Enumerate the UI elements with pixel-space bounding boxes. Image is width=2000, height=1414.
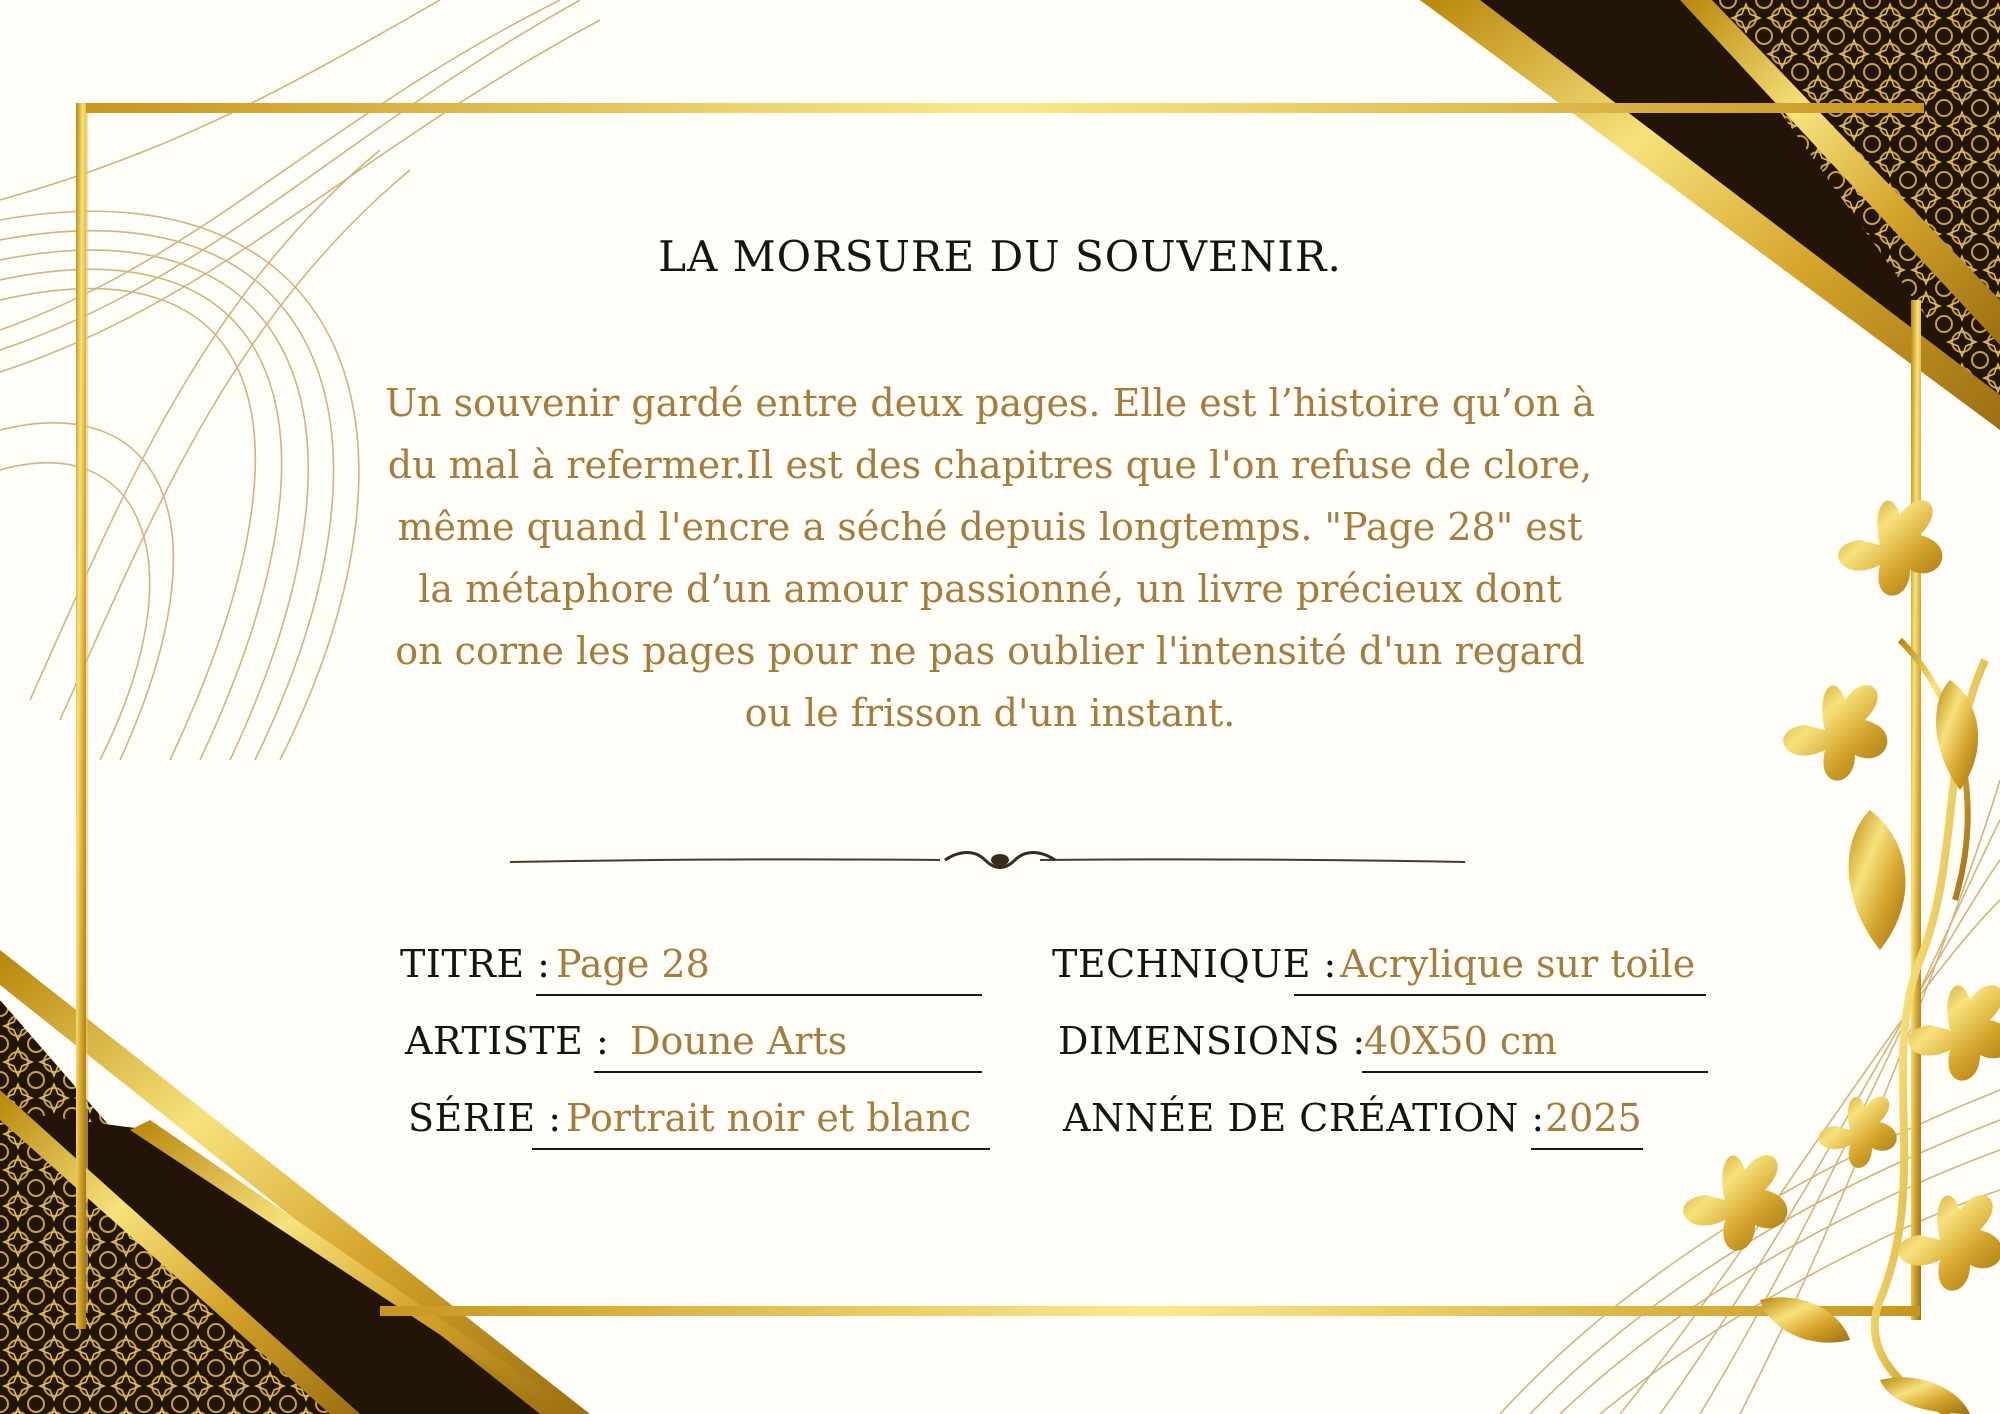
field-label: ARTISTE : bbox=[405, 1019, 610, 1063]
field-label: SÉRIE : bbox=[408, 1096, 562, 1140]
field-titre bbox=[400, 942, 1000, 992]
field-label: DIMENSIONS : bbox=[1058, 1019, 1366, 1063]
field-value: 40X50 cm bbox=[1364, 1019, 1558, 1063]
flower-icon bbox=[1683, 1155, 1787, 1250]
field-serie bbox=[408, 1096, 1008, 1146]
field-label: TITRE : bbox=[400, 942, 551, 986]
field-value: Doune Arts bbox=[630, 1019, 848, 1063]
description-line: même quand l'encre a séché depuis longtemps. "Page 28" est bbox=[397, 505, 1583, 549]
field-underline bbox=[536, 994, 982, 996]
field-label: TECHNIQUE : bbox=[1052, 942, 1337, 986]
description-line: Un souvenir gardé entre deux pages. Elle est l’histoire qu’on à bbox=[385, 381, 1595, 425]
field-technique bbox=[1052, 942, 1712, 992]
description-line: du mal à refermer.Il est des chapitres que l'on refuse de clore, bbox=[387, 443, 1593, 487]
field-artiste bbox=[405, 1019, 1005, 1069]
field-dimensions bbox=[1058, 1019, 1718, 1069]
artwork-description bbox=[340, 372, 1640, 744]
field-annee bbox=[1063, 1096, 1663, 1146]
field-underline bbox=[532, 1148, 990, 1150]
description-line: la métaphore d’un amour passionné, un livre précieux dont bbox=[418, 567, 1562, 611]
field-label: ANNÉE DE CRÉATION : bbox=[1063, 1096, 1545, 1140]
field-underline bbox=[1362, 1071, 1708, 1073]
flower-vine-decoration bbox=[1683, 500, 2000, 1414]
field-value: Acrylique sur toile bbox=[1340, 942, 1696, 986]
description-line: on corne les pages pour ne pas oublier l'intensité d'un regard bbox=[395, 629, 1585, 673]
field-underline bbox=[594, 1071, 982, 1073]
field-underline bbox=[1531, 1148, 1643, 1150]
ornament-divider-icon bbox=[510, 853, 1465, 868]
field-underline bbox=[1294, 994, 1706, 996]
field-value: 2025 bbox=[1545, 1096, 1642, 1140]
artwork-title: LA MORSURE DU SOUVENIR. bbox=[658, 232, 1342, 281]
field-value: Page 28 bbox=[556, 942, 710, 986]
field-value: Portrait noir et blanc bbox=[566, 1096, 972, 1140]
description-line: ou le frisson d'un instant. bbox=[744, 691, 1236, 735]
flower-icon bbox=[1838, 500, 1942, 595]
flower-icon bbox=[1783, 685, 1887, 780]
flower-icon bbox=[1819, 1096, 1897, 1167]
